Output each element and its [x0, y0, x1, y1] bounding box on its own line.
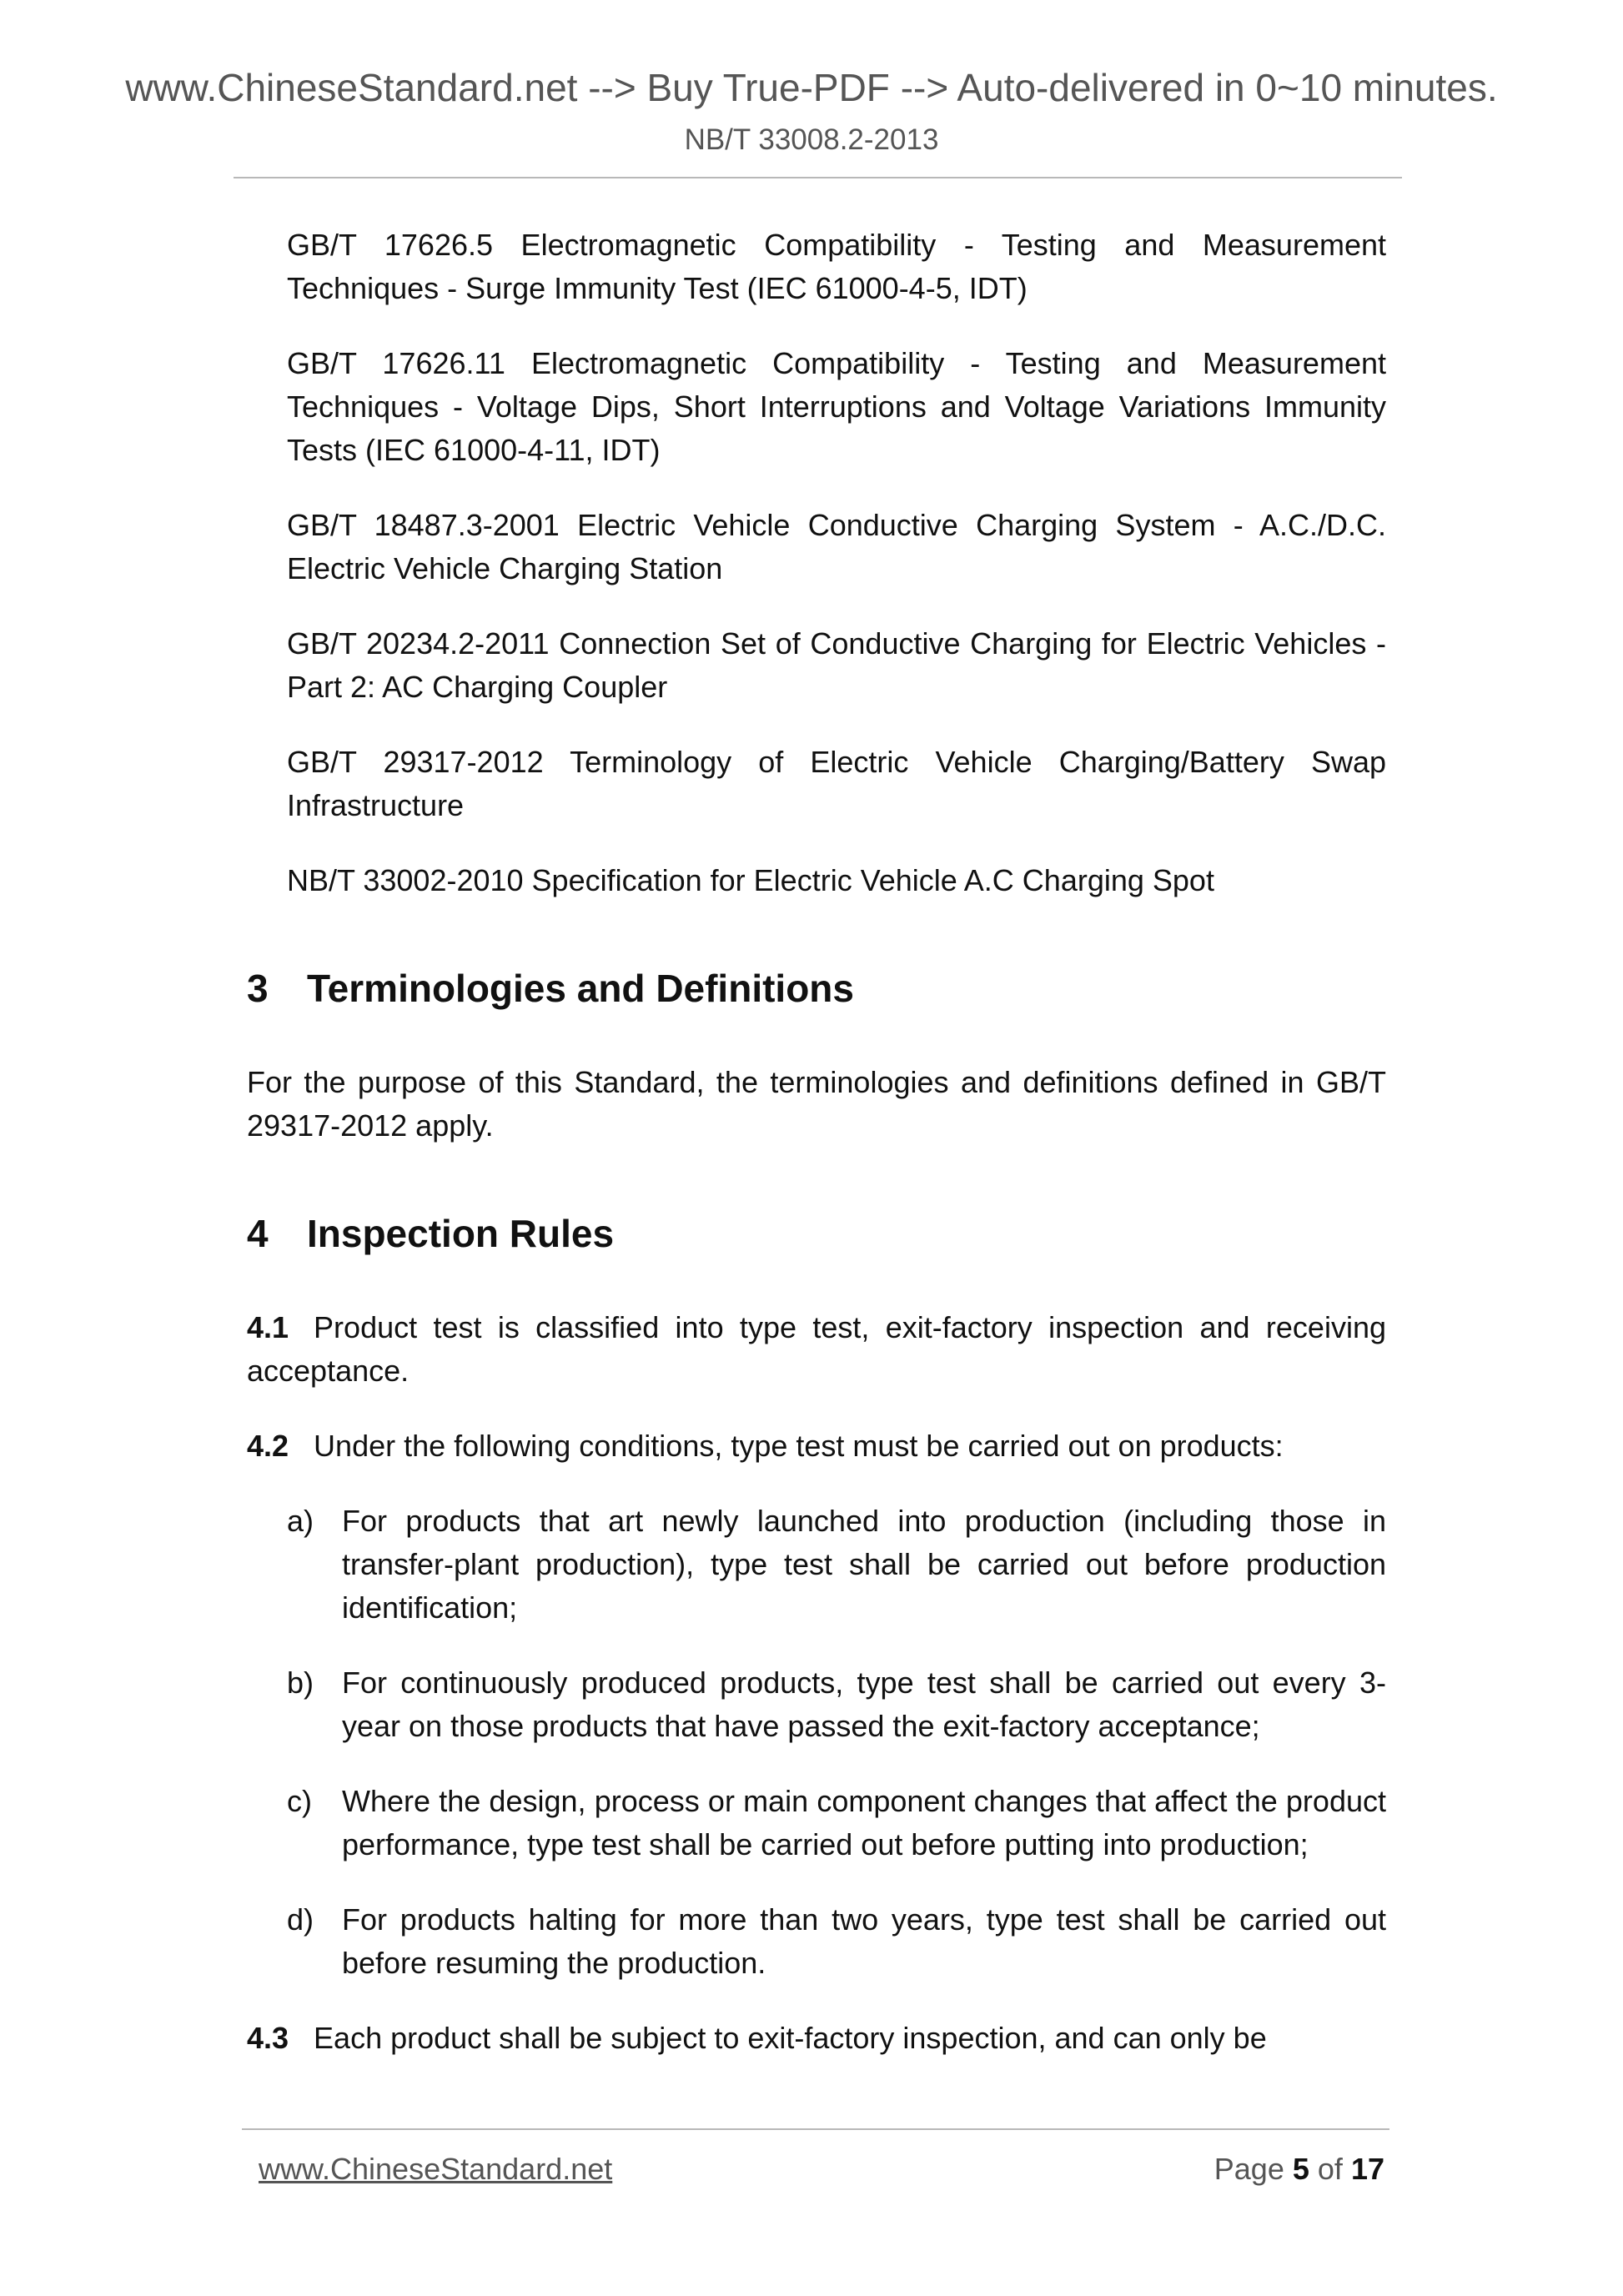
clause-number: 4.3 — [247, 2021, 289, 2055]
clause-number: 4.1 — [247, 1310, 289, 1344]
page-of: of — [1317, 2152, 1343, 2186]
footer-divider — [242, 2128, 1389, 2130]
page-number — [1214, 2152, 1384, 2187]
clause-4-1 — [247, 1306, 1386, 1393]
list-item — [287, 1661, 1386, 1748]
section-4-heading — [247, 1209, 1386, 1258]
page-content — [247, 224, 1386, 2092]
clause-text: Under the following conditions, type test must be carried out on products: — [314, 1429, 1284, 1463]
clause-number: 4.2 — [247, 1429, 289, 1463]
section-title: Terminologies and Definitions — [307, 967, 854, 1010]
clause-4-2 — [247, 1424, 1386, 1468]
page-word: Page — [1213, 2152, 1284, 2186]
page-total: 17 — [1350, 2152, 1384, 2186]
section-3-paragraph: For the purpose of this Standard, the terminologies and definitions defined in GB/T 29317-2012 apply. — [247, 1065, 1386, 1143]
clause-text: Each product shall be subject to exit-factory inspection, and can only be — [314, 2021, 1267, 2055]
reference-entry: GB/T 18487.3-2001 Electric Vehicle Conductive Charging System - A.C./D.C. Electric Vehicle Charging Station — [287, 508, 1386, 585]
list-item-text: For continuously produced products, type test shall be carried out every 3-year on those products that have passed the exit-factory acceptance; — [342, 1665, 1386, 1743]
reference-entry: NB/T 33002-2010 Specification for Electric Vehicle A.C Charging Spot — [287, 863, 1214, 897]
list-item-text: For products halting for more than two years, type test shall be carried out before resuming the production. — [342, 1902, 1386, 1980]
section-3-heading — [247, 964, 1386, 1012]
section-title: Inspection Rules — [307, 1212, 615, 1255]
list-marker: d) — [287, 1902, 314, 1937]
list-marker: b) — [287, 1665, 314, 1700]
list-marker: a) — [287, 1504, 314, 1538]
header-divider — [234, 177, 1402, 178]
section-number: 4 — [247, 1212, 269, 1255]
reference-entry: GB/T 17626.11 Electromagnetic Compatibility - Testing and Measurement Techniques - Voltage Dips, Short Interruptions and Voltage Variations Immunity Tests (IEC 61000-4-11, IDT) — [287, 346, 1386, 467]
reference-entry: GB/T 20234.2-2011 Connection Set of Conductive Charging for Electric Vehicles - Part 2: AC Charging Coupler — [287, 626, 1386, 704]
list-item-text: For products that art newly launched into production (including those in transfer-plant production), type test shall be carried out before production identification; — [342, 1504, 1386, 1625]
reference-entry: GB/T 17626.5 Electromagnetic Compatibility - Testing and Measurement Techniques - Surge Immunity Test (IEC 61000-4-5, IDT) — [287, 228, 1386, 305]
list-item-text: Where the design, process or main component changes that affect the product performance, type test shall be carried out before putting into production; — [342, 1784, 1386, 1861]
list-marker: c) — [287, 1784, 312, 1818]
list-item — [287, 1500, 1386, 1630]
section-number: 3 — [247, 967, 269, 1010]
reference-entry: GB/T 29317-2012 Terminology of Electric Vehicle Charging/Battery Swap Infrastructure — [287, 745, 1386, 822]
header-banner: www.ChineseStandard.net --> Buy True-PDF --> Auto-delivered in 0~10 minutes. — [125, 66, 1498, 109]
clause-4-3 — [247, 2017, 1386, 2060]
page-current: 5 — [1292, 2152, 1309, 2186]
footer-website-link[interactable]: www.ChineseStandard.net — [259, 2152, 613, 2186]
list-item — [287, 1780, 1386, 1866]
clause-text: Product test is classified into type test, exit-factory inspection and receiving acceptance. — [247, 1310, 1386, 1388]
list-item — [287, 1898, 1386, 1985]
document-code: NB/T 33008.2-2013 — [684, 123, 939, 156]
